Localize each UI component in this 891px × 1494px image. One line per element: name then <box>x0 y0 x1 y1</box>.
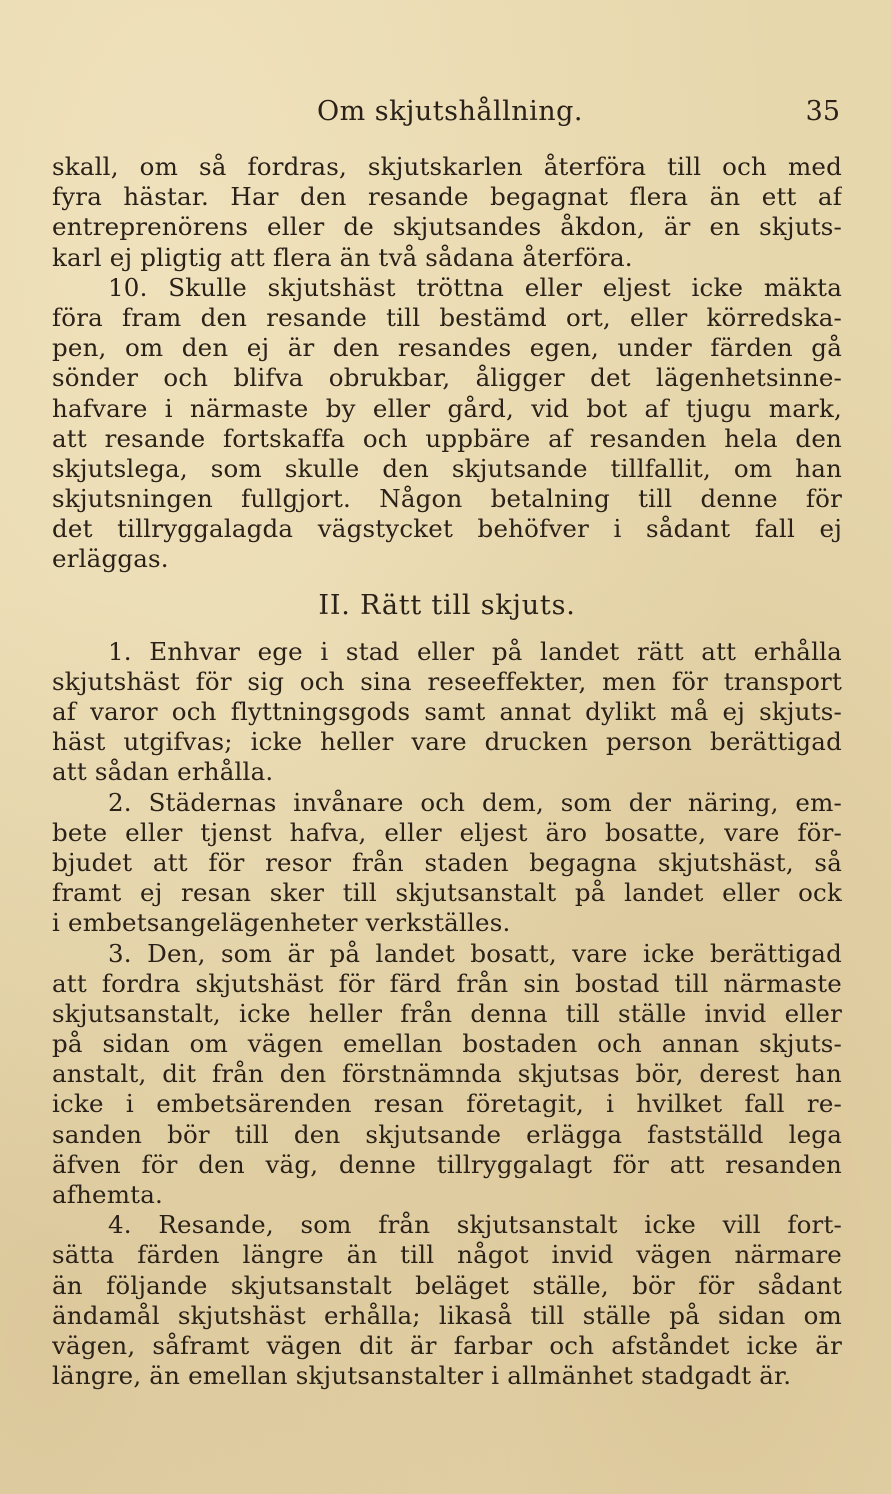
section-heading: II. Rätt till skjuts. <box>318 589 576 621</box>
text-line: sönder och blifva obrukbar, åligger det lägenhetsinne- <box>52 363 842 393</box>
text-line: pen, om den ej är den resandes egen, under färden gå <box>52 333 842 363</box>
page-number: 35 <box>805 96 840 127</box>
paragraph-4-start: 4. Resande, som från skjutsanstalt icke vill fort- <box>108 1210 842 1240</box>
text-line: att resande fortskaffa och uppbäre af resanden hela den <box>52 423 842 453</box>
text-line: icke i embetsärenden resan företagit, i hvilket fall re- <box>52 1089 842 1119</box>
text-line: det tillryggalagda vägstycket behöfver i sådant fall ej <box>52 514 842 544</box>
text-line: äfven för den väg, denne tillryggalagt för att resanden <box>52 1149 842 1179</box>
text-line: hafvare i närmaste by eller gård, vid bot af tjugu mark, <box>52 393 842 423</box>
text-line: på sidan om vägen emellan bostaden och annan skjuts- <box>52 1029 842 1059</box>
text-line: entreprenörens eller de skjutsandes åkdon, är en skjuts- <box>52 212 842 242</box>
text-line: sätta färden längre än till något invid vägen närmare <box>52 1240 842 1270</box>
body-text <box>52 152 842 1391</box>
text-line: ändamål skjutshäst erhålla; likaså till ställe på sidan om <box>52 1300 842 1330</box>
text-line: skjutsanstalt, icke heller från denna till ställe invid eller <box>52 998 842 1028</box>
text-line: skjutslega, som skulle den skjutsande tillfallit, om han <box>52 453 842 483</box>
text-line: än följande skjutsanstalt beläget ställe, bör för sådant <box>52 1270 842 1300</box>
paragraph-1-start: 1. Enhvar ege i stad eller på landet rätt att erhålla <box>108 636 842 666</box>
text-line: karl ej pligtig att flera än två sådana återföra. <box>52 242 633 272</box>
text-line: framt ej resan sker till skjutsanstalt på landet eller ock <box>52 878 842 908</box>
running-header <box>60 96 840 132</box>
text-line: skjutsningen fullgjort. Någon betalning till denne för <box>52 484 842 514</box>
text-line: längre, än emellan skjutsanstalter i allmänhet stadgadt är. <box>52 1361 792 1391</box>
paragraph-3-start: 3. Den, som är på landet bosatt, vare icke berättigad <box>108 938 842 968</box>
text-line: af varor och flyttningsgods samt annat dylikt må ej skjuts- <box>52 697 842 726</box>
paragraph-2-start: 2. Städernas invånare och dem, som der näring, em- <box>108 787 842 817</box>
text-line: afhemta. <box>52 1180 164 1209</box>
text-line: att sådan erhålla. <box>52 757 274 787</box>
text-line: skjutshäst för sig och sina reseeffekter, men för transport <box>52 666 842 696</box>
text-line: anstalt, dit från den förstnämnda skjutsas bör, derest han <box>52 1059 842 1089</box>
text-line: sanden bör till den skjutsande erlägga fastställd lega <box>52 1119 842 1149</box>
text-line: erläggas. <box>52 544 169 574</box>
chapter-title: Om skjutshållning. <box>316 96 584 127</box>
text-line: bjudet att för resor från staden begagna skjutshäst, så <box>52 847 842 877</box>
text-line: föra fram den resande till bestämd ort, eller körredska- <box>52 302 842 332</box>
text-line: skall, om så fordras, skjutskarlen återföra till och med <box>52 152 842 181</box>
text-line: vägen, såframt vägen dit är farbar och afståndet icke är <box>52 1330 842 1360</box>
text-line: bete eller tjenst hafva, eller eljest äro bosatte, vare för- <box>52 817 842 847</box>
paragraph-10-start: 10. Skulle skjutshäst tröttna eller eljest icke mäkta <box>108 272 842 302</box>
text-line: att fordra skjutshäst för färd från sin bostad till närmaste <box>52 968 842 998</box>
text-line: i embetsangelägenheter verkställes. <box>52 908 511 938</box>
text-line: fyra hästar. Har den resande begagnat flera än ett af <box>52 182 842 212</box>
text-line: häst utgifvas; icke heller vare drucken person berättigad <box>52 727 842 757</box>
